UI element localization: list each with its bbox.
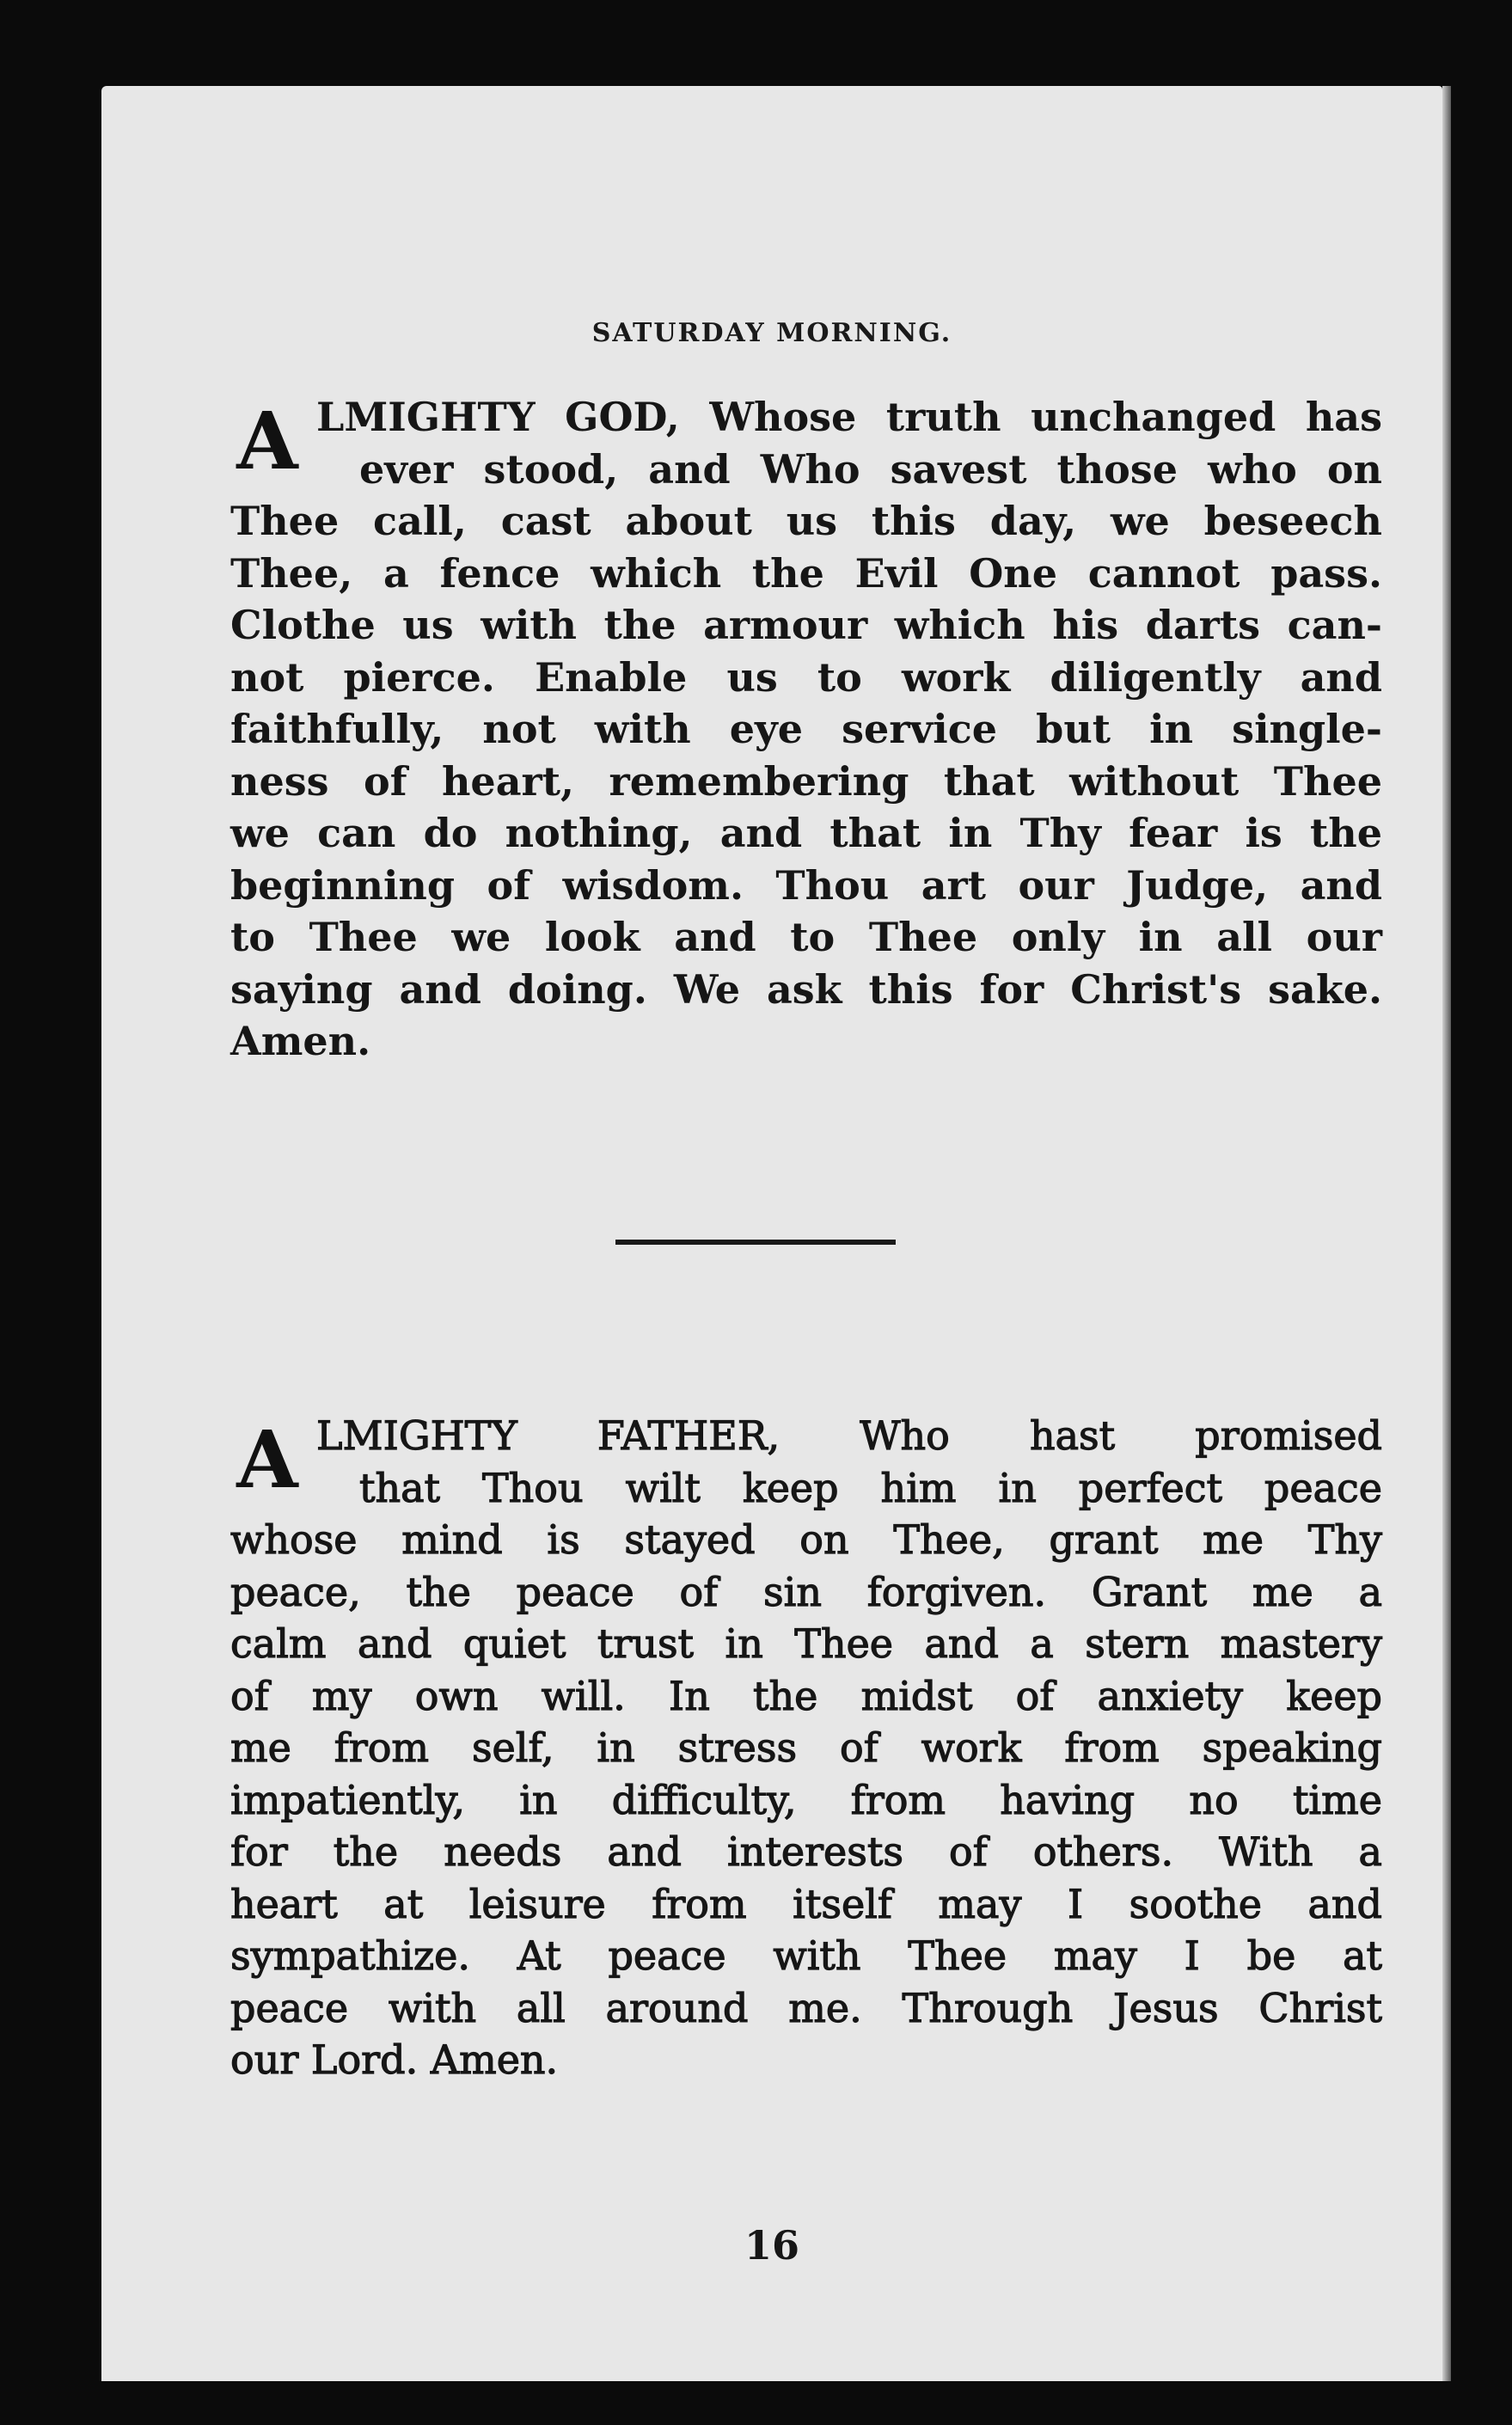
prayer-line: LMIGHTY GOD, Whose truth unchanged has xyxy=(316,394,1382,440)
page-edge-shadow xyxy=(1442,86,1451,2381)
prayer-line: ever stood, and Who savest those who on xyxy=(359,445,1382,493)
prayer-line: Amen. xyxy=(230,1018,371,1064)
prayer-line: for the needs and interests of others. With a xyxy=(230,1828,1382,1875)
prayer-line: not pierce. Enable us to work diligently and xyxy=(230,653,1382,701)
page-number: 16 xyxy=(744,2222,799,2269)
prayer-line: that Thou wilt keep him in perfect peace xyxy=(359,1464,1382,1511)
prayer-line: we can do nothing, and that in Thy fear is the xyxy=(230,810,1382,856)
prayer-line: faithfully, not with eye service but in single- xyxy=(230,706,1382,752)
prayer-line: saying and doing. We ask this for Christ's sake. xyxy=(230,965,1382,1013)
prayer-line: calm and quiet trust in Thee and a stern mastery xyxy=(230,1620,1382,1667)
drop-cap-letter: A xyxy=(236,395,298,487)
page-heading: SATURDAY MORNING. xyxy=(591,318,952,348)
prayer-almighty-god xyxy=(230,391,1382,1068)
prayer-line: LMIGHTY FATHER, Who hast promised xyxy=(316,1412,1382,1459)
prayer-line: Clothe us with the armour which his darts can- xyxy=(230,602,1382,648)
prayer-line: beginning of wisdom. Thou art our Judge, and xyxy=(230,861,1382,909)
prayer-line: sympathize. At peace with Thee may I be at xyxy=(230,1932,1382,1979)
drop-cap-letter: A xyxy=(236,1413,298,1506)
scan-border xyxy=(0,2381,1512,2425)
prayer-line: of my own will. In the midst of anxiety keep xyxy=(230,1672,1382,1719)
prayer-line: our Lord. Amen. xyxy=(230,2036,559,2083)
prayer-line: peace, the peace of sin forgiven. Grant me a xyxy=(230,1568,1382,1615)
prayer-line: heart at leisure from itself may I soothe and xyxy=(230,1880,1382,1927)
prayer-line: whose mind is stayed on Thee, grant me Thy xyxy=(230,1516,1382,1563)
prayer-line: ness of heart, remembering that without Thee xyxy=(230,757,1382,805)
prayer-line: impatiently, in difficulty, from having no time xyxy=(230,1776,1382,1823)
prayer-line: Thee call, cast about us this day, we beseech xyxy=(230,498,1382,544)
book-page xyxy=(101,86,1442,2381)
prayer-almighty-father xyxy=(230,1410,1382,2086)
prayer-line: peace with all around me. Through Jesus Christ xyxy=(230,1984,1382,2031)
prayer-line: to Thee we look and to Thee only in all our xyxy=(230,914,1382,960)
section-divider xyxy=(615,1240,896,1245)
prayer-line: Thee, a fence which the Evil One cannot pass. xyxy=(230,549,1382,597)
prayer-line: me from self, in stress of work from speaking xyxy=(230,1724,1382,1771)
